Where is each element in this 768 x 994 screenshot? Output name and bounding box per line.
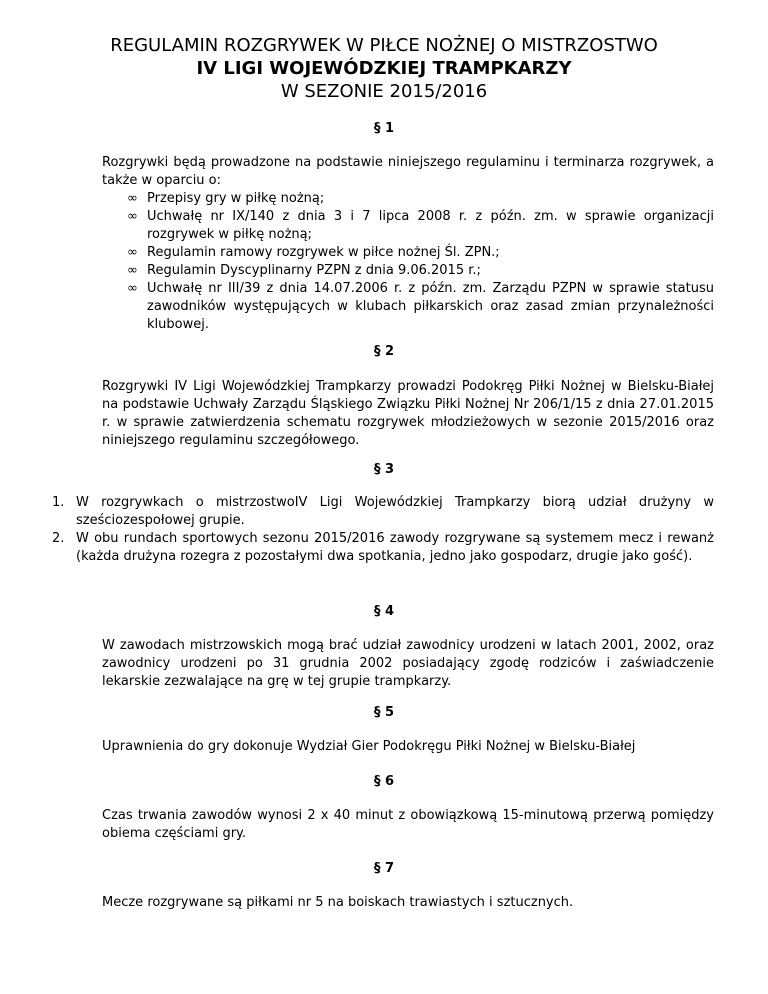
document-title xyxy=(0,34,768,103)
title-line-3: W SEZONIE 2015/2016 xyxy=(280,81,488,102)
section-3-heading: § 3 xyxy=(373,462,395,477)
section-7-text: Mecze rozgrywane są piłkami nr 5 na boiskach trawiastych i sztucznych. xyxy=(102,895,574,910)
bullet-icon: ∞ xyxy=(127,245,138,260)
list-item: 2. W obu rundach sportowych sezonu 2015/2016 zawody rozgrywane są systemem mecz i rewanż (każda drużyna rozegra z pozostałymi dwa spotkania, jedno jako gospodarz, drugie jako gość). xyxy=(52,531,714,564)
title-line-1: REGULAMIN ROZGRYWEK W PIŁCE NOŻNEJ O MISTRZOSTWO xyxy=(110,35,658,56)
list-item: ∞ Uchwałę nr III/39 z dnia 14.07.2006 r. z późn. zm. Zarządu PZPN w sprawie statusu zawodników występujących w klubach piłkarskich oraz zasad zmian przynależności klubowej. xyxy=(127,281,714,332)
section-1-intro: Rozgrywki będą prowadzone na podstawie niniejszego regulaminu i terminarza rozgrywek, a także w oparciu o: xyxy=(102,155,714,188)
section-2-heading: § 2 xyxy=(373,344,395,359)
item-number: 2. xyxy=(52,531,65,546)
section-1-heading: § 1 xyxy=(373,121,395,136)
bullet-icon: ∞ xyxy=(127,209,138,224)
section-5-heading: § 5 xyxy=(373,705,395,720)
bullet-icon: ∞ xyxy=(127,191,138,206)
section-4-heading: § 4 xyxy=(373,604,395,619)
item-number: 1. xyxy=(52,495,65,510)
title-line-2: IV LIGI WOJEWÓDZKIEJ TRAMPKARZY xyxy=(196,58,572,79)
section-6-heading: § 6 xyxy=(373,774,395,789)
list-item: ∞ Przepisy gry w piłkę nożną; xyxy=(127,191,325,206)
bullet-icon: ∞ xyxy=(127,263,138,278)
section-3-list xyxy=(52,494,714,566)
bullet-icon: ∞ xyxy=(127,281,138,296)
list-item: ∞ Regulamin Dyscyplinarny PZPN z dnia 9.06.2015 r.; xyxy=(127,263,481,278)
section-1-list xyxy=(127,190,714,334)
section-2-text: Rozgrywki IV Ligi Wojewódzkiej Trampkarzy prowadzi Podokręg Piłki Nożnej w Bielsku-Białej na podstawie Uchwały Zarządu Śląskiego Związku Piłki Nożnej Nr 206/1/15 z dnia 27.01.2015 r. w sprawie zatwierdzenia schematu rozgrywek młodzieżowych w sezonie 2015/2016 oraz niniejszego regulaminu szczegółowego. xyxy=(102,379,714,448)
list-item: 1. W rozgrywkach o mistrzostwoIV Ligi Wojewódzkiej Trampkarzy biorą udział drużyny w sześciozespołowej grupie. xyxy=(52,495,714,528)
section-7-heading: § 7 xyxy=(373,861,395,876)
section-6-text: Czas trwania zawodów wynosi 2 x 40 minut z obowiązkową 15-minutową przerwą pomiędzy obiema częściami gry. xyxy=(102,808,714,841)
list-item: ∞ Regulamin ramowy rozgrywek w piłce nożnej Śl. ZPN.; xyxy=(127,245,500,260)
list-item: ∞ Uchwałę nr IX/140 z dnia 3 i 7 lipca 2008 r. z późn. zm. w sprawie organizacji rozgrywek w piłkę nożną; xyxy=(127,209,714,242)
section-4-text: W zawodach mistrzowskich mogą brać udział zawodnicy urodzeni w latach 2001, 2002, oraz zawodnicy urodzeni po 31 grudnia 2002 posiadający zgodę rodziców i zaświadczenie lekarskie zezwalające na grę w tej grupie trampkarzy. xyxy=(102,638,714,689)
section-5-text: Uprawnienia do gry dokonuje Wydział Gier Podokręgu Piłki Nożnej w Bielsku-Białej xyxy=(102,739,636,754)
